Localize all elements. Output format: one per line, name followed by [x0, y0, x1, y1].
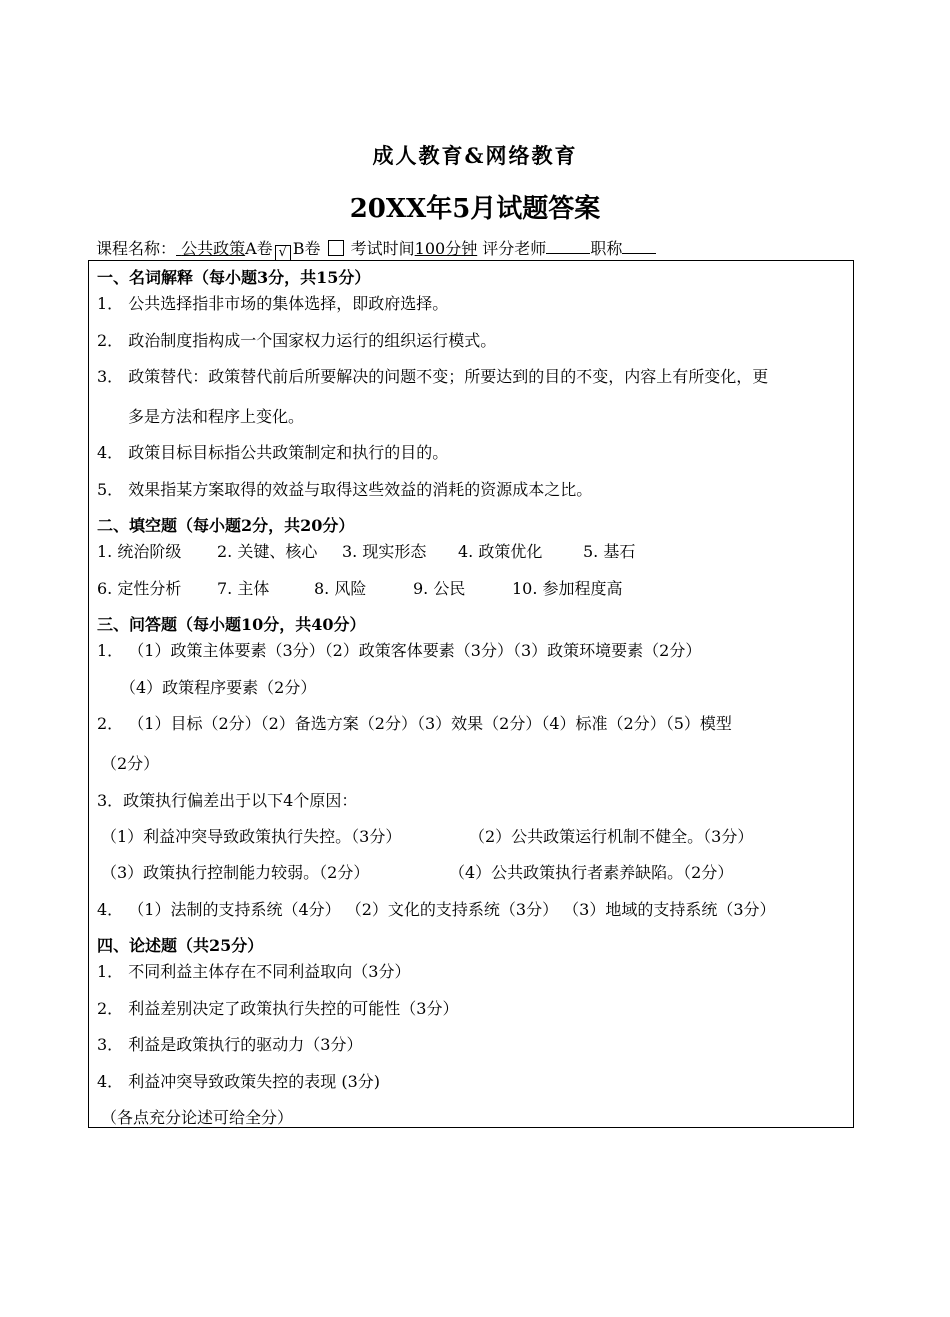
blank-answer: 3. 现实形态 [342, 542, 427, 561]
course-label: 课程名称： [96, 239, 177, 258]
section-2-heading: 二、填空题（每小题2分，共20分） [97, 516, 355, 535]
blank-answer: 5. 基石 [583, 542, 636, 561]
s1-item-3-cont: 多是方法和程序上变化。 [128, 407, 305, 426]
blank-answer: 4. 政策优化 [458, 542, 543, 561]
s4-item-1: 1． 不同利益主体存在不同利益取向（3分） [97, 962, 411, 981]
s1-item-1: 1． 公共选择指非市场的集体选择，即政府选择。 [97, 294, 449, 313]
course-name: 公共政策 [181, 239, 246, 258]
s4-item-2: 2． 利益差别决定了政策执行失控的可能性（3分） [97, 999, 459, 1018]
s4-item-4: 4． 利益冲突导致政策失控的表现 (3分) [97, 1072, 381, 1091]
s1-item-2: 2． 政治制度指构成一个国家权力运行的组织运行模式。 [97, 331, 497, 350]
section-3-heading: 三、问答题（每小题10分，共40分） [97, 615, 366, 634]
blank-answer: 7. 主体 [217, 579, 270, 598]
s3-q3-row-1 [101, 824, 753, 847]
s3-q3: 3．政策执行偏差出于以下4个原因： [97, 791, 358, 810]
s1-item-5: 5． 效果指某方案取得的效益与取得这些效益的消耗的资源成本之比。 [97, 480, 593, 499]
time-value: 100分钟 [414, 239, 478, 258]
blank-answer: 1. 统治阶级 [97, 542, 182, 561]
s1-item-4: 4． 政策目标目标指公共政策制定和执行的目的。 [97, 443, 449, 462]
paper-a-label: A卷 [245, 239, 273, 258]
s3-q1-cont: （4）政策程序要素（2分） [120, 678, 317, 697]
q3-point: （2）公共政策运行机制不健全。（3分） [469, 827, 754, 846]
s2-row-1 [97, 539, 635, 562]
section-4-heading: 四、论述题（共25分） [97, 936, 264, 955]
paper-a-checkbox: √ [275, 245, 291, 261]
blank-answer: 2. 关键、核心 [217, 542, 318, 561]
s3-q1: 1． （1）政策主体要素（3分）（2）政策客体要素（3分）（3）政策环境要素（2分） [97, 641, 702, 660]
grader-blank [546, 239, 590, 254]
course-info-line [96, 236, 656, 261]
s3-q2: 2． （1）目标（2分）（2）备选方案（2分）（3）效果（2分）（4）标准（2分）（5）模型 [97, 714, 732, 733]
exam-title: 20XX年5月试题答案 [349, 194, 601, 224]
org-title: 成人教育&网络教育 [372, 143, 578, 168]
s2-row-2 [97, 576, 623, 599]
time-label: 考试时间 [350, 239, 415, 258]
section-1-heading: 一、名词解释（每小题3分，共15分） [97, 268, 371, 287]
s4-item-3: 3． 利益是政策执行的驱动力（3分） [97, 1035, 363, 1054]
q3-point: （3）政策执行控制能力较弱。（2分） [101, 863, 370, 882]
blank-answer: 6. 定性分析 [97, 579, 182, 598]
s3-q2-cont: （2分） [101, 754, 160, 773]
grader-label: 评分老师 [482, 239, 547, 258]
s4-note: （各点充分论述可给全分） [101, 1108, 294, 1127]
s1-item-3: 3． 政策替代：政策替代前后所要解决的问题不变；所要达到的目的不变，内容上有所变化，更 [97, 367, 769, 386]
q3-point: （4）公共政策执行者素养缺陷。（2分） [449, 863, 734, 882]
s3-q3-row-2 [101, 860, 733, 883]
blank-answer: 8. 风险 [314, 579, 367, 598]
s3-q4: 4． （1）法制的支持系统（4分） （2）文化的支持系统（3分） （3）地域的支持系统（3分） [97, 900, 776, 919]
job-title-label: 职称 [590, 239, 623, 258]
blank-answer: 10. 参加程度高 [512, 579, 623, 598]
blank-answer: 9. 公民 [413, 579, 466, 598]
q3-point: （1）利益冲突导致政策执行失控。（3分） [101, 827, 402, 846]
paper-b-checkbox [328, 240, 344, 256]
job-title-blank [622, 239, 656, 254]
paper-b-label: B卷 [292, 239, 321, 258]
